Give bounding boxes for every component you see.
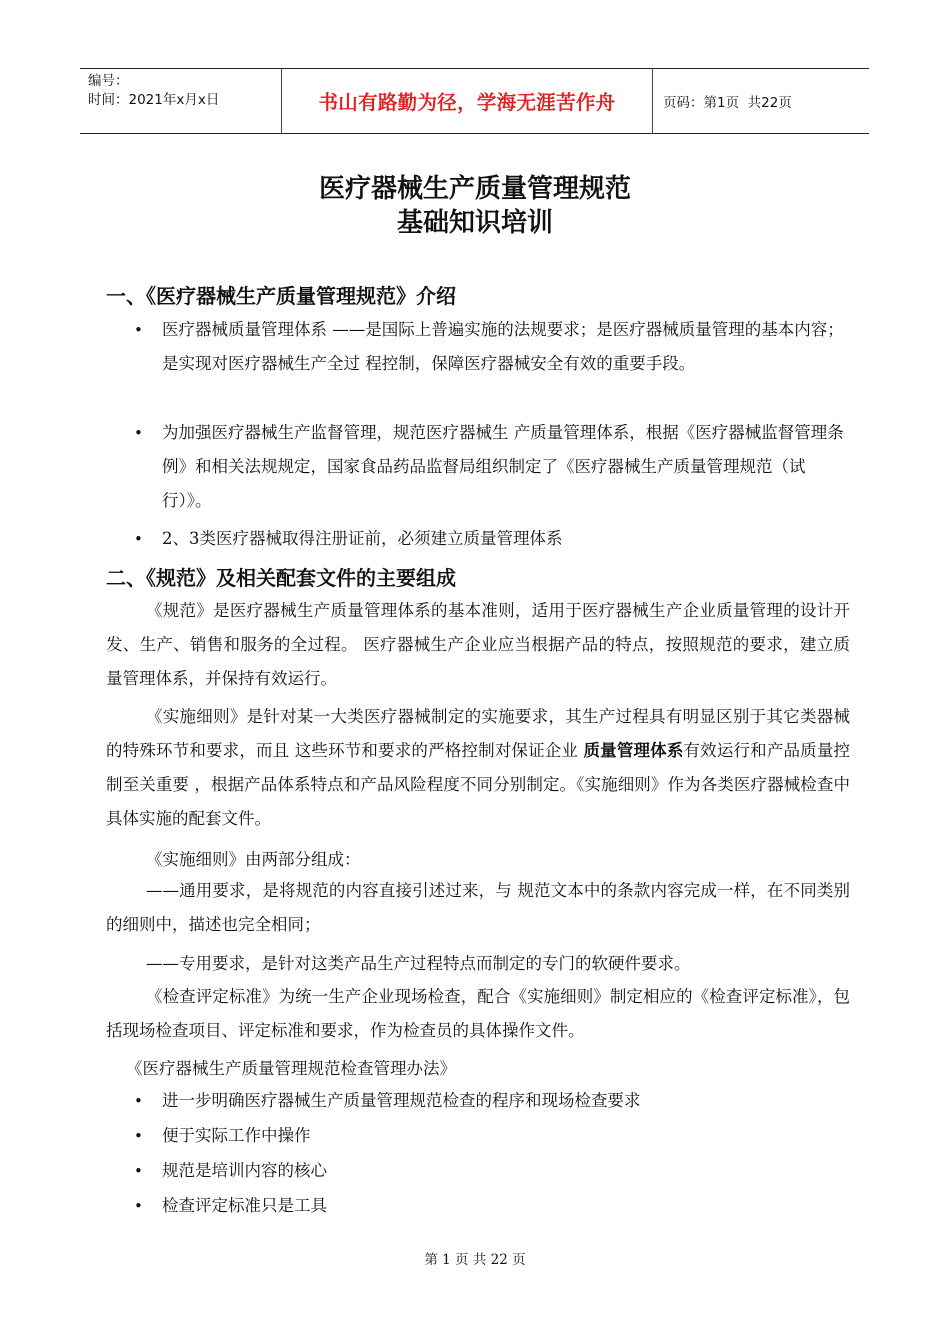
- header-motto: 书山有路勤为径，学海无涯苦作舟: [282, 69, 653, 133]
- emphasis-text: 质量管理体系: [583, 741, 684, 760]
- list-item: [134, 1119, 854, 1153]
- bullet-icon: •: [134, 1162, 143, 1180]
- header-meta: [80, 69, 282, 133]
- list-item: [134, 522, 854, 556]
- bullet-icon: •: [134, 1127, 143, 1145]
- bullet-icon: •: [134, 424, 143, 442]
- bullet-icon: •: [134, 530, 143, 548]
- doc-title-line2: 基础知识培训: [396, 208, 553, 238]
- list-item: [134, 313, 854, 381]
- list-item: [134, 416, 854, 518]
- list-item-text: 为加强医疗器械生产监督管理，规范医疗器械生 产质量管理体系，根据《医疗器械监督管理条例》和相关法规规定，国家食品药品监督局组织制定了《医疗器械生产质量管理规范（试行）》。: [162, 423, 844, 510]
- section1-heading: 一、《医疗器械生产质量管理规范》介绍: [106, 284, 456, 308]
- list-item: [134, 1189, 854, 1223]
- bullet-icon: •: [134, 321, 143, 339]
- page-info-text: 页码：第1页 共22页: [663, 95, 792, 111]
- list-item-text: 进一步明确医疗器械生产质量管理规范检查的程序和现场检查要求: [162, 1091, 641, 1110]
- paragraph-evaluation-standard: 《检查评定标准》为统一生产企业现场检查，配合《实施细则》制定相应的《检查评定标准》，包括现场检查项目、评定标准和要求，作为检查员的具体操作文件。: [106, 987, 850, 1040]
- paragraph-rules-composition: 《实施细则》由两部分组成：: [146, 850, 361, 869]
- list-item-text: 规范是培训内容的核心: [162, 1161, 327, 1180]
- list-item: [134, 1084, 854, 1118]
- paragraph-text: 《实施细则》是针对某一大类医疗器械制定的实施要求，其生产过程具有明显区别于其它类器械的特殊环节和要求，而且 这些环节和要求的严格控制对保证企业: [106, 707, 850, 760]
- page-footer: 第 1 页 共 22 页: [424, 1252, 526, 1268]
- list-item-text: 便于实际工作中操作: [162, 1126, 311, 1145]
- list-item-text: 医疗器械质量管理体系 ——是国际上普遍实施的法规要求；是医疗器械质量管理的基本内容；是实现对医疗器械生产全过 程控制，保障医疗器械安全有效的重要手段。: [162, 320, 844, 373]
- list-item-text: 2、3类医疗器械取得注册证前，必须建立质量管理体系: [162, 529, 563, 548]
- paragraph-inspection-method: 《医疗器械生产质量管理规范检查管理办法》: [126, 1059, 456, 1078]
- bullet-icon: •: [134, 1197, 143, 1215]
- section2-heading: 二、《规范》及相关配套文件的主要组成: [106, 566, 456, 590]
- doc-number-label: 编号：: [88, 73, 129, 89]
- doc-time-label: 时间：2021年x月x日: [88, 92, 220, 108]
- paragraph-implementation-rules: [106, 700, 850, 836]
- paragraph-special-requirements: ——专用要求，是针对这类产品生产过程特点而制定的专门的软硬件要求。: [146, 954, 691, 973]
- page-header: [80, 68, 869, 134]
- list-item-text: 检查评定标准只是工具: [162, 1196, 327, 1215]
- paragraph-general-requirements: ——通用要求，是将规范的内容直接引述过来，与 规范文本中的条款内容完成一样，在不同类别 的细则中，描述也完全相同；: [106, 881, 850, 934]
- list-item: [134, 1154, 854, 1188]
- paragraph-text: 有效运行和产品质量控制至关重要 ，根据产品体系特点和产品风险程度不同分别制定。《实施细则》作为各类医疗器械检查中具体实施的配套文件。: [106, 741, 851, 828]
- paragraph-guide: 《规范》是医疗器械生产质量管理体系的基本准则，适用于医疗器械生产企业质量管理的设计开发、生产、销售和服务的全过程。 医疗器械生产企业应当根据产品的特点，按照规范的要求，建立质量管理体系，并保持有效运行。: [106, 601, 850, 688]
- header-page-info: [653, 69, 869, 133]
- doc-title-line1: 医疗器械生产质量管理规范: [318, 174, 631, 204]
- bullet-icon: •: [134, 1092, 143, 1110]
